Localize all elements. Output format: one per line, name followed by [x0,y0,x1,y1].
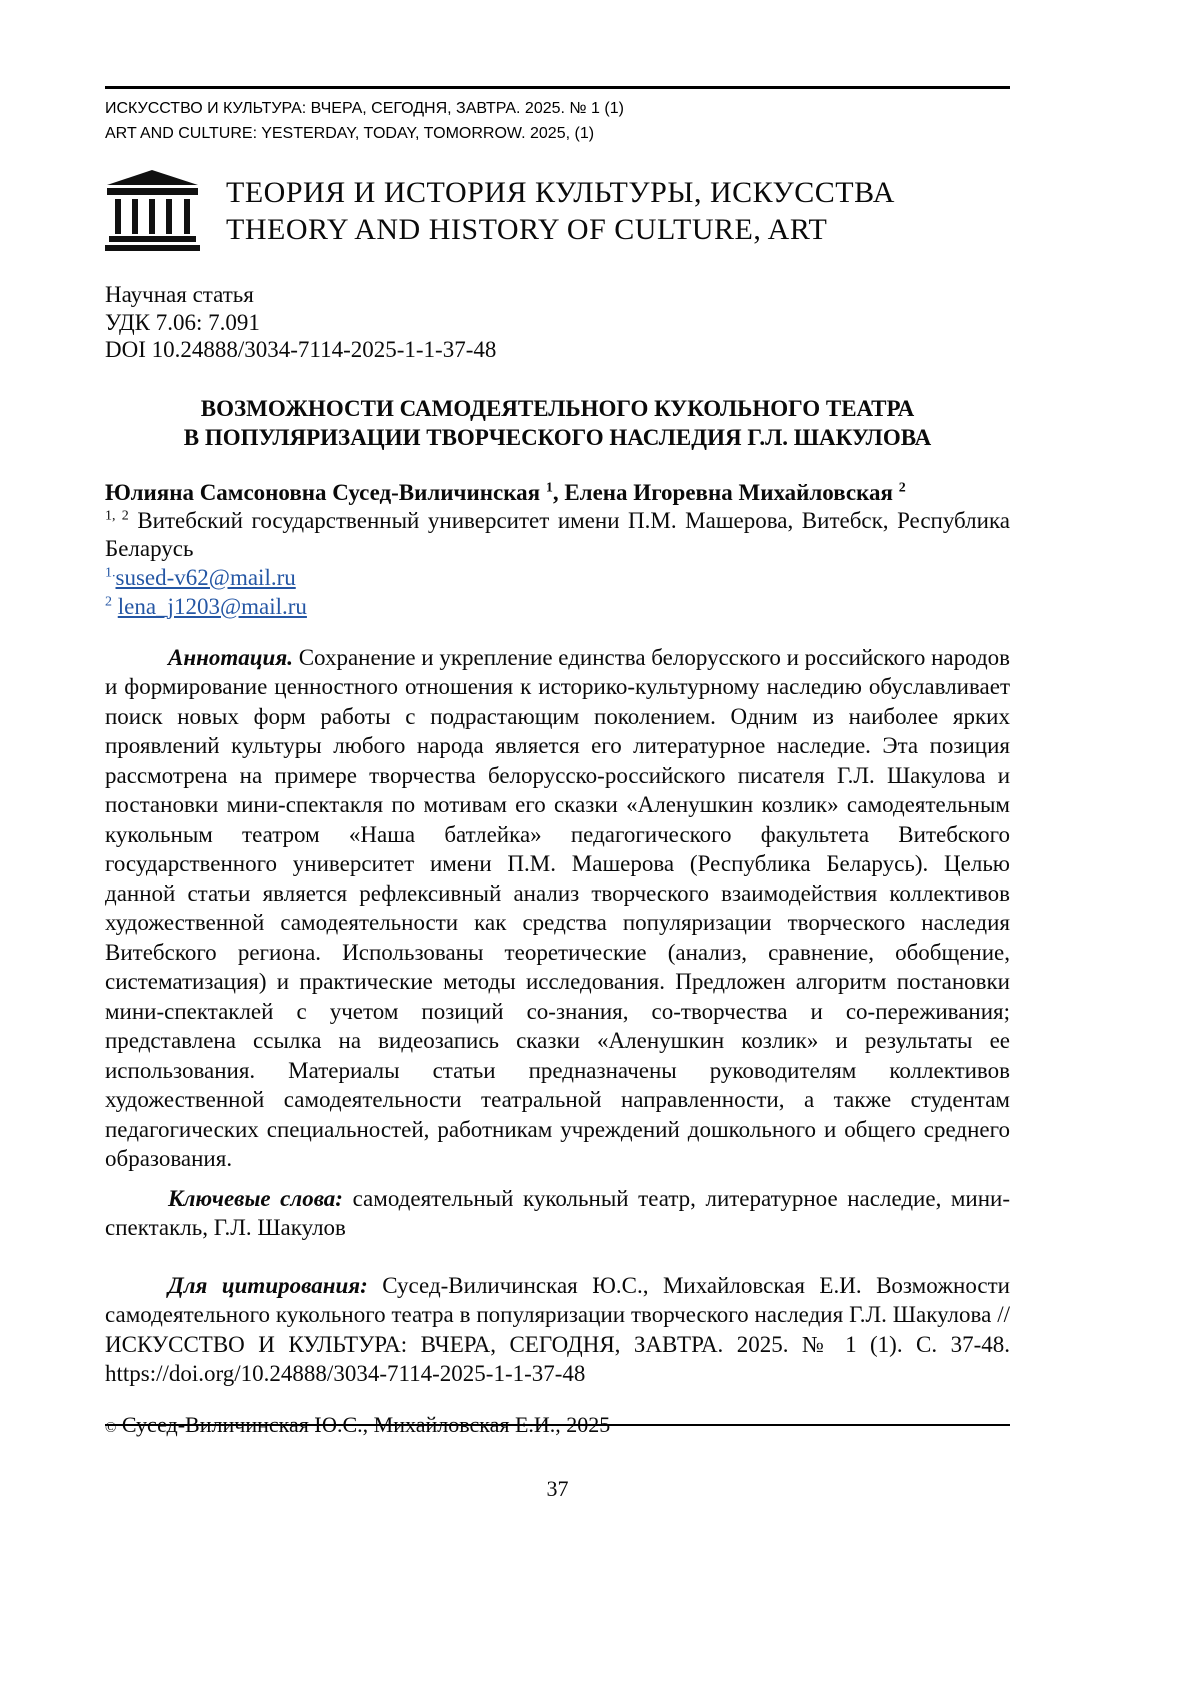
article-title-line2: В ПОПУЛЯРИЗАЦИИ ТВОРЧЕСКОГО НАСЛЕДИЯ Г.Л. ШАКУЛОВА [183,424,932,450]
section-banner [105,168,1010,253]
affiliation-text: Витебский государственный университет имени П.М. Машерова, Витебск, Республика Беларусь [105,507,1011,561]
copyright-text: Сусед-Виличинская Ю.С., Михайловская Е.И., 2025 [121,1411,611,1437]
header-rule [105,86,1010,89]
doi-code: DOI 10.24888/3034-7114-2025-1-1-37-48 [105,337,497,362]
affiliation [105,507,1010,563]
email-line-1 [105,563,1010,592]
authors-line [105,478,1010,507]
article-meta [105,281,1010,364]
journal-header-en: ART AND CULTURE: YESTERDAY, TODAY, TOMORROW. 2025, (1) [105,125,595,142]
keywords-paragraph [105,1184,1010,1243]
email-1-sup: 1. [105,564,116,580]
author-2-name: Елена Игоревна Михайловская [564,479,893,505]
abstract-paragraph [105,643,1010,1174]
section-title-ru: ТЕОРИЯ И ИСТОРИЯ КУЛЬТУРЫ, ИСКУССТВА [226,175,895,209]
email-2-sup: 2 [105,593,112,609]
copyright-symbol: © [105,1419,117,1436]
journal-header [105,96,1010,146]
citation-text: Сусед-Виличинская Ю.С., Михайловская Е.И. Возможности самодеятельного кукольного театра в популяризации творческого наследия Г.Л. Шакулова // ИСКУССТВО И КУЛЬТУРА: ВЧЕРА, СЕГОДНЯ, ЗАВТРА. 2025. № 1 (1). С. 37-48. https://doi.org/10.24888/3034-7114-2025-1-1-37-48 [105,1272,1010,1386]
udc-code: УДК 7.06: 7.091 [105,309,260,335]
email-link-2[interactable]: lena_j1203@mail.ru [117,593,307,619]
author-1-sup: 1 [545,479,553,495]
section-titles [226,174,895,248]
email-line-2 [105,592,1010,621]
authors-separator: , [552,479,565,505]
keywords-text: самодеятельный кукольный театр, литературное наследие, мини-спектакль, Г.Л. Шакулов [105,1185,1011,1240]
author-2-sup: 2 [898,479,906,495]
article-type: Научная статья [105,282,254,307]
affiliation-sup: 1, 2 [105,507,129,523]
author-1-name: Юлияна Самсоновна Сусед-Виличинская [105,479,541,505]
citation-paragraph [105,1271,1010,1389]
section-title-en: THEORY AND HISTORY OF CULTURE, ART [226,212,828,246]
page-number: 37 [546,1476,569,1501]
citation-label: Для цитирования: [168,1272,368,1298]
email-link-1[interactable]: sused-v62@mail.ru [115,564,296,590]
journal-header-ru: ИСКУССТВО И КУЛЬТУРА: ВЧЕРА, СЕГОДНЯ, ЗАВТРА. 2025. № 1 (1) [105,100,624,117]
article-title-line1: ВОЗМОЖНОСТИ САМОДЕЯТЕЛЬНОГО КУКОЛЬНОГО ТЕАТРА [200,395,915,421]
abstract-label: Аннотация. [168,644,293,670]
footer-rule [105,1424,1010,1426]
copyright-line [105,1411,1010,1442]
article-title [105,394,1010,452]
abstract-text: Сохранение и укрепление единства белорусского и российского народов и формирование ценностного отношения к историко-культурному наследию обуславливает поиск новых форм работы с подрастающим поколением. Одним из наиболее ярких проявлений культуры любого народа является его литературное наследие. Эта позиция рассмотрена на примере творчества белорусско-российского писателя Г.Л. Шакулова и постановки мини-спектакля по мотивам его сказки «Аленушкин козлик» самодеятельным кукольным театром «Наша батлейка» педагогического факультета Витебского государственного университет имени П.М. Машерова (Республика Беларусь). Целью данной статьи является рефлексивный анализ творческого взаимодействия коллективов художественной самодеятельности как средства популяризации творческого наследия Витебского региона. Использованы теоретические (анализ, сравнение, обобщение, систематизация) и практические методы исследования. Предложен алгоритм постановки мини-спектаклей с учетом позиций со-знания, со-творчества и со-переживания; представлена ссылка на видеозапись сказки «Аленушкин козлик» и результаты ее использования. Материалы статьи предназначены руководителям коллективов художественной самодеятельности театральной направленности, а также студентам педагогических специальностей, работникам учреждений дошкольного и общего среднего образования. [105,644,1011,1171]
classical-building-icon [105,168,200,253]
keywords-label: Ключевые слова: [168,1185,343,1211]
